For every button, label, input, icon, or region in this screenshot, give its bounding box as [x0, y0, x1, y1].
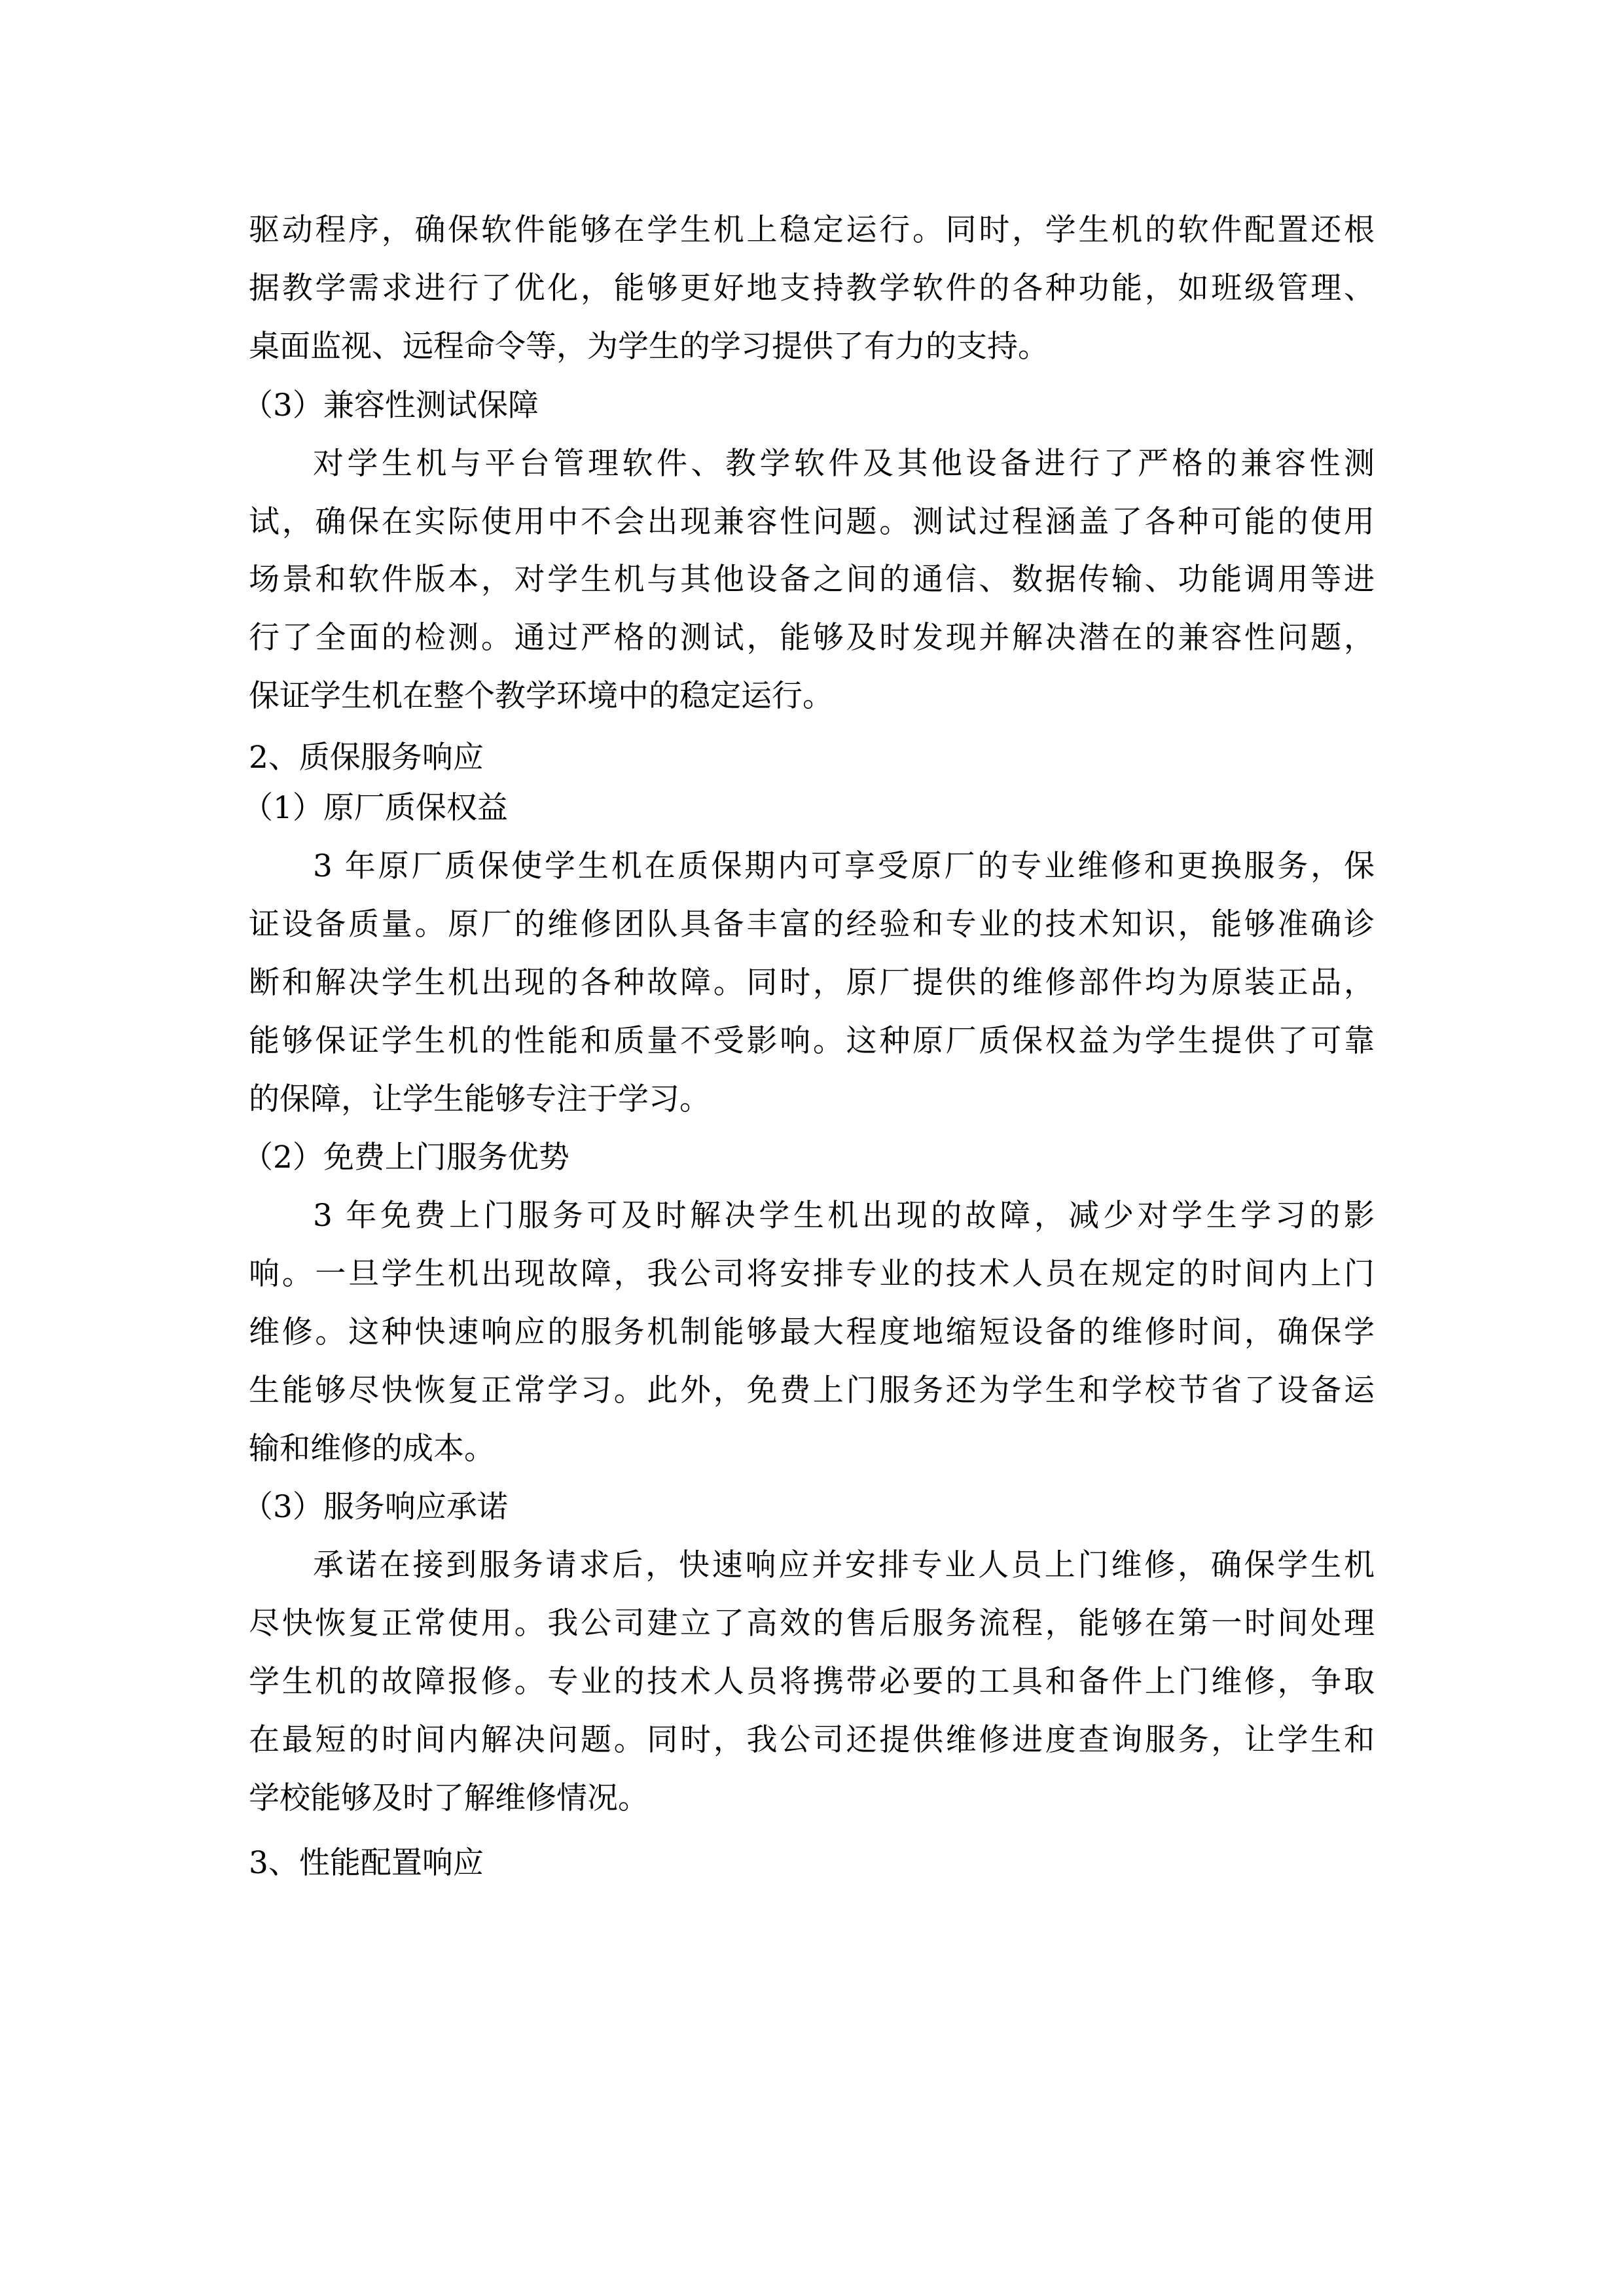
subsection-heading: （1）原厂质保权益: [242, 790, 508, 826]
paragraph-line: 能够保证学生机的性能和质量不受影响。这种原厂质保权益为学生提供了可靠: [249, 1023, 1375, 1059]
paragraph-line: 行了全面的检测。通过严格的测试，能够及时发现并解决潜在的兼容性问题，: [249, 620, 1375, 656]
paragraph-line: 的保障，让学生能够专注于学习。: [249, 1081, 710, 1117]
paragraph-line: 对学生机与平台管理软件、教学软件及其他设备进行了严格的兼容性测: [313, 446, 1375, 482]
paragraph-line: 证设备质量。原厂的维修团队具备丰富的经验和专业的技术知识，能够准确诊: [249, 906, 1375, 942]
paragraph-line: 尽快恢复正常使用。我公司建立了高效的售后服务流程，能够在第一时间处理: [249, 1605, 1375, 1641]
paragraph-line: 3 年原厂质保使学生机在质保期内可享受原厂的专业维修和更换服务，保: [313, 848, 1375, 884]
paragraph-line: 桌面监视、远程命令等，为学生的学习提供了有力的支持。: [249, 329, 1049, 365]
paragraph-line: 承诺在接到服务请求后，快速响应并安排专业人员上门维修，确保学生机: [313, 1547, 1375, 1583]
paragraph-line: 学校能够及时了解维修情况。: [249, 1780, 649, 1816]
paragraph-line: 试，确保在实际使用中不会出现兼容性问题。测试过程涵盖了各种可能的使用: [249, 504, 1375, 540]
section-heading: 3、性能配置响应: [249, 1845, 484, 1881]
paragraph-line: 据教学需求进行了优化，能够更好地支持教学软件的各种功能，如班级管理、: [249, 270, 1375, 306]
subsection-heading: （3）兼容性测试保障: [242, 387, 539, 423]
subsection-heading: （3）服务响应承诺: [242, 1489, 508, 1525]
paragraph-line: 3 年免费上门服务可及时解决学生机出现的故障，减少对学生学习的影: [313, 1198, 1375, 1234]
section-heading: 2、质保服务响应: [249, 740, 484, 776]
paragraph-line: 响。一旦学生机出现故障，我公司将安排专业的技术人员在规定的时间内上门: [249, 1256, 1375, 1292]
paragraph-line: 维修。这种快速响应的服务机制能够最大程度地缩短设备的维修时间，确保学: [249, 1314, 1375, 1350]
subsection-heading: （2）免费上门服务优势: [242, 1139, 569, 1175]
paragraph-line: 断和解决学生机出现的各种故障。同时，原厂提供的维修部件均为原装正品，: [249, 965, 1375, 1001]
paragraph-line: 场景和软件版本，对学生机与其他设备之间的通信、数据传输、功能调用等进: [249, 562, 1375, 598]
paragraph-line: 在最短的时间内解决问题。同时，我公司还提供维修进度查询服务，让学生和: [249, 1722, 1375, 1758]
paragraph-line: 生能够尽快恢复正常学习。此外，免费上门服务还为学生和学校节省了设备运: [249, 1372, 1375, 1408]
paragraph-line: 学生机的故障报修。专业的技术人员将携带必要的工具和备件上门维修，争取: [249, 1664, 1375, 1700]
paragraph-line: 输和维修的成本。: [249, 1431, 495, 1467]
paragraph-line: 保证学生机在整个教学环境中的稳定运行。: [249, 678, 833, 714]
paragraph-line: 驱动程序，确保软件能够在学生机上稳定运行。同时，学生机的软件配置还根: [249, 212, 1375, 248]
